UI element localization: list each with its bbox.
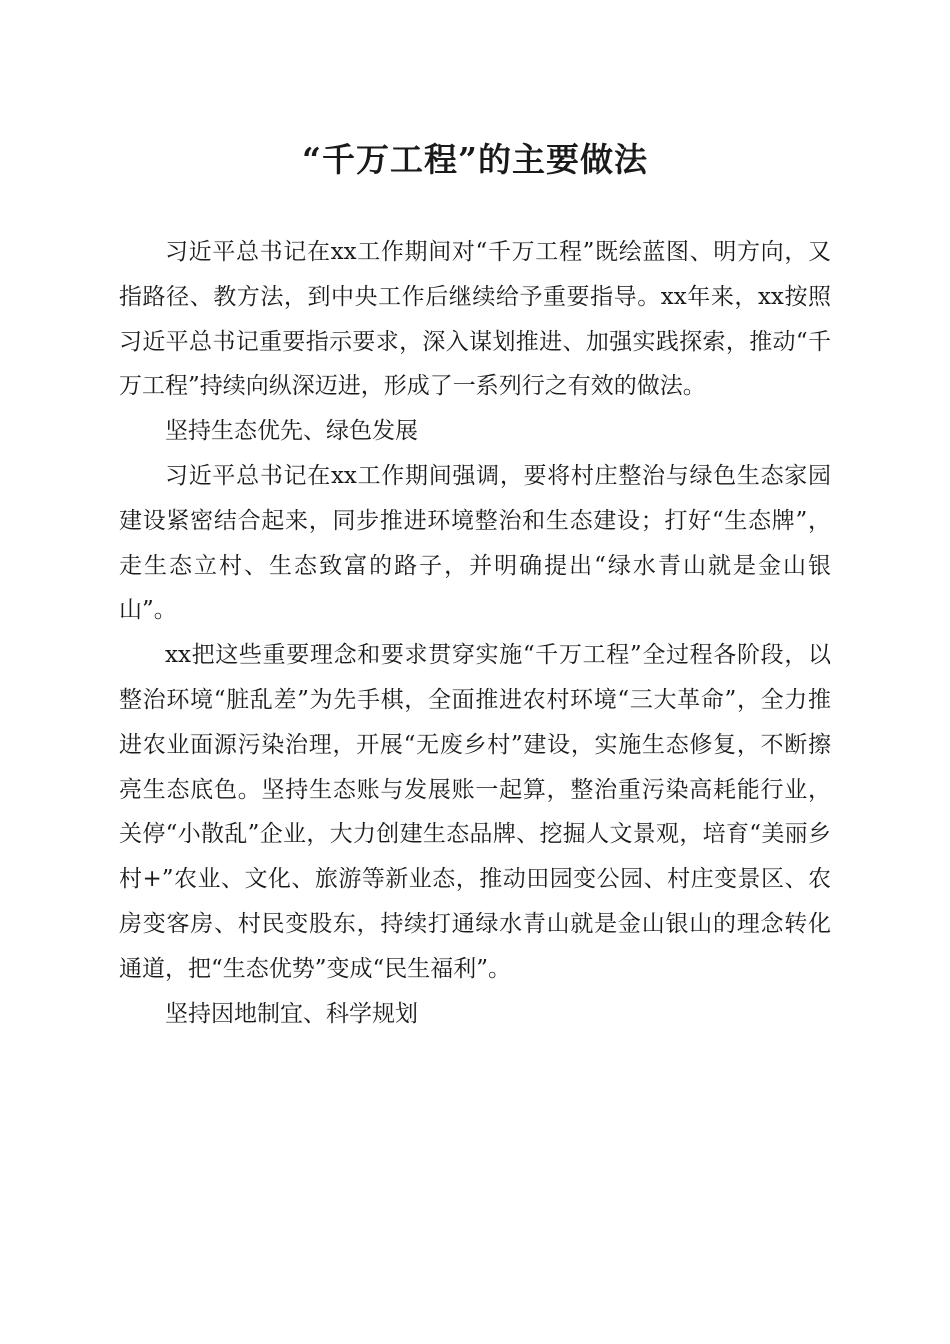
document-body — [119, 230, 831, 1036]
section-heading-ecology: 坚持生态优先、绿色发展 — [165, 418, 418, 445]
section-heading-planning: 坚持因地制宜、科学规划 — [165, 1000, 418, 1027]
document-title: “千万工程”的主要做法 — [302, 140, 648, 179]
ecology-paragraph-1: 习近平总书记在xx工作期间强调，要将村庄整治与绿色生态家园建设紧密结合起来，同步推进环境整治和生态建设；打好“生态牌”，走生态立村、生态致富的路子，并明确提出“绿水青山就是金山银山”。 — [119, 462, 831, 624]
intro-paragraph: 习近平总书记在xx工作期间对“千万工程”既绘蓝图、明方向，又指路径、教方法，到中央工作后继续给予重要指导。xx年来，xx按照习近平总书记重要指示要求，深入谋划推进、加强实践探索，推动“千万工程”持续向纵深迈进，形成了一系列行之有效的做法。 — [119, 239, 831, 400]
ecology-paragraph-2: xx把这些重要理念和要求贯穿实施“千万工程”全过程各阶段，以整治环境“脏乱差”为先手棋，全面推进农村环境“三大革命”，全力推进农业面源污染治理，开展“无废乡村”建设，实施生态修复，不断擦亮生态底色。坚持生态账与发展账一起算，整治重污染高耗能行业，关停“小散乱”企业，大力创建生态品牌、挖掘人文景观，培育“美丽乡村+”农业、文化、旅游等新业态，推动田园变公园、村庄变景区、农房变客房、村民变股东，持续打通绿水青山就是金山银山的理念转化通道，把“生态优势”变成“民生福利”。 — [119, 642, 831, 982]
